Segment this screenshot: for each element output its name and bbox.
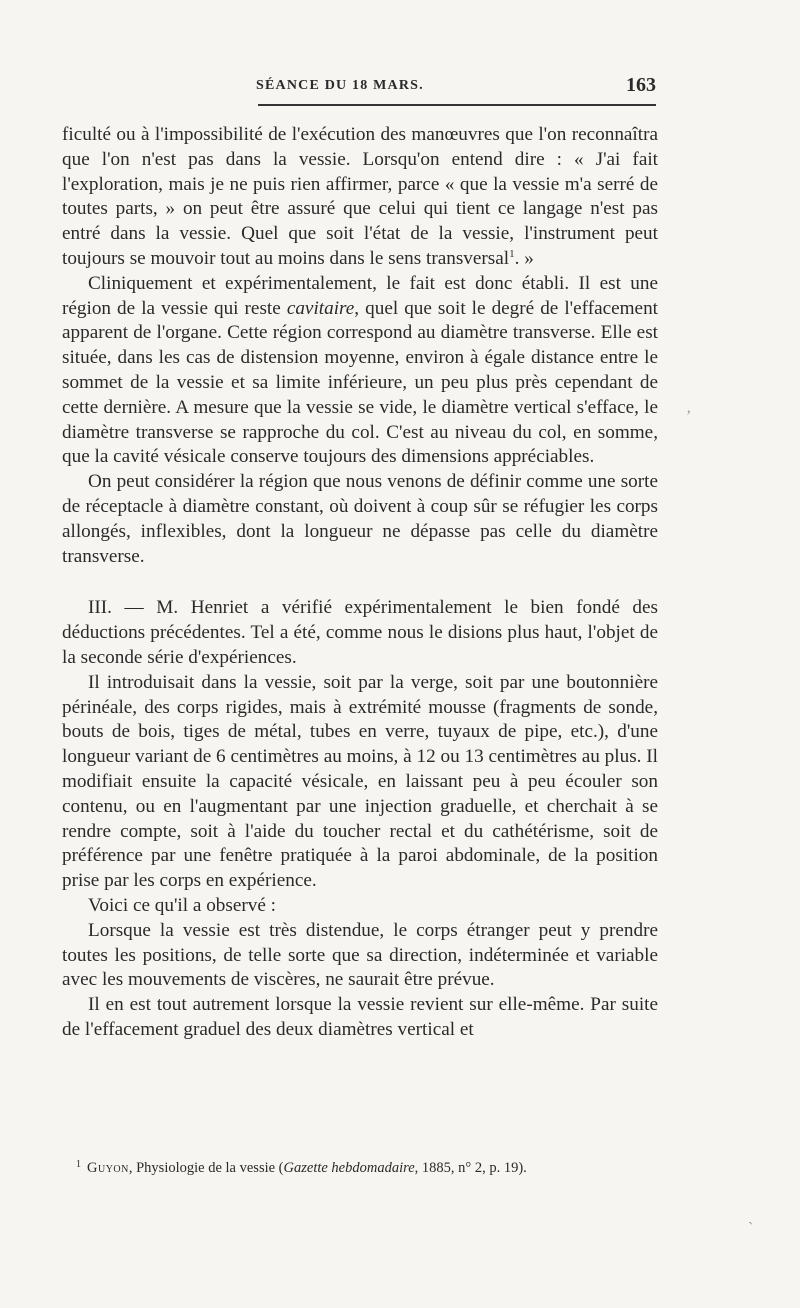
footnote-mark: 1: [76, 1159, 81, 1170]
footnote-text-b: , 1885, n° 2, p. 19).: [414, 1160, 527, 1176]
footnote-journal: Gazette hebdomadaire: [283, 1160, 415, 1176]
paragraph-2-emphasis: cavitaire: [286, 297, 355, 319]
paragraph-2-text-a: Cliniquement et expérimentalement, le fait est donc établi. Il est une région de la vessie qui reste: [62, 272, 658, 319]
margin-speck: ˋ: [748, 1220, 754, 1237]
paragraph-7: Lorsque la vessie est très distendue, le corps étranger peut y prendre toutes les positions, de telle sorte que sa direction, indéterminée et variable avec les mouvements de viscères, ne saurait être prévue.: [62, 919, 658, 991]
paragraph-3: On peut considérer la région que nous venons de définir comme une sorte de réceptacle à diamètre constant, où doivent à coup sûr se réfugier les corps allongés, inflexibles, dont la longueur ne dépasse pas celle du diamètre transverse.: [62, 471, 658, 567]
running-head-title: SÉANCE DU 18 MARS.: [256, 78, 424, 93]
footnote-author: Guyon: [87, 1160, 129, 1176]
paragraph-1: [62, 123, 658, 272]
section-gap: [62, 569, 658, 596]
margin-speck: ʼ: [686, 408, 692, 425]
paragraph-2-text-b: , quel que soit le degré de l'effacement apparent de l'organe. Cette région correspond au diamètre transverse. Elle est située, dans les cas de distension moyenne, environ à égale distance entre le sommet de la vessie et sa limite inférieure, un peu plus près cependant de cette dernière. A mesure que la vessie se vide, le diamètre vertical s'efface, le diamètre transverse se rapproche du col. C'est au niveau du col, en somme, que la cavité vésicale conserve toujours des dimensions appréciables.: [62, 297, 659, 468]
body-text: [62, 123, 658, 1043]
footnote-text-a: , Physiologie de la vessie (: [128, 1160, 284, 1176]
paragraph-1-end: . »: [514, 247, 534, 269]
paragraph-4: III. — M. Henriet a vérifié expérimentalement le bien fondé des déductions précédentes. Tel a été, comme nous le disions plus haut, l'objet de la seconde série d'expériences.: [62, 597, 658, 668]
paragraph-1-text: ficulté ou à l'impossibilité de l'exécution des manœuvres que l'on reconnaîtra que l'on n'est pas dans la vessie. Lorsqu'on entend dire : « J'ai fait l'exploration, mais je ne puis rien affirmer, parce « que la vessie m'a serré de toutes parts, » on peut être assuré que celui qui tient ce langage n'est pas entré dans la vessie. Quel que soit l'état de la vessie, l'instrument peut toujours se mouvoir tout au moins dans le sens transversal: [62, 124, 658, 269]
paragraph-8: Il en est tout autrement lorsque la vessie revient sur elle-même. Par suite de l'effacement graduel des deux diamètres vertical et: [62, 994, 658, 1040]
paragraph-5: Il introduisait dans la vessie, soit par la verge, soit par une boutonnière périnéale, des corps rigides, mais à extrémité mousse (fragments de sonde, bouts de bois, tiges de métal, tubes en verre, tuyaux de pipe, etc.), d'une longueur variant de 6 centimètres au moins, à 12 ou 13 centimètres au plus. Il modifiait ensuite la capacité vésicale, en laissant peu à peu écouler son contenu, ou en l'augmentant par une injection graduelle, et cherchait à se rendre compte, soit à l'aide du toucher rectal et du cathétérisme, soit de préférence par une fenêtre pratiquée à la paroi abdominale, de la position prise par les corps en expérience.: [62, 671, 658, 892]
running-head: [256, 74, 656, 100]
header-rule: [258, 104, 656, 106]
footnote-reference: 1: [509, 247, 515, 260]
paragraph-2: [62, 272, 658, 470]
paragraph-6: Voici ce qu'il a observé :: [88, 894, 276, 916]
page-number: 163: [626, 74, 656, 96]
footnote: [76, 1155, 676, 1178]
